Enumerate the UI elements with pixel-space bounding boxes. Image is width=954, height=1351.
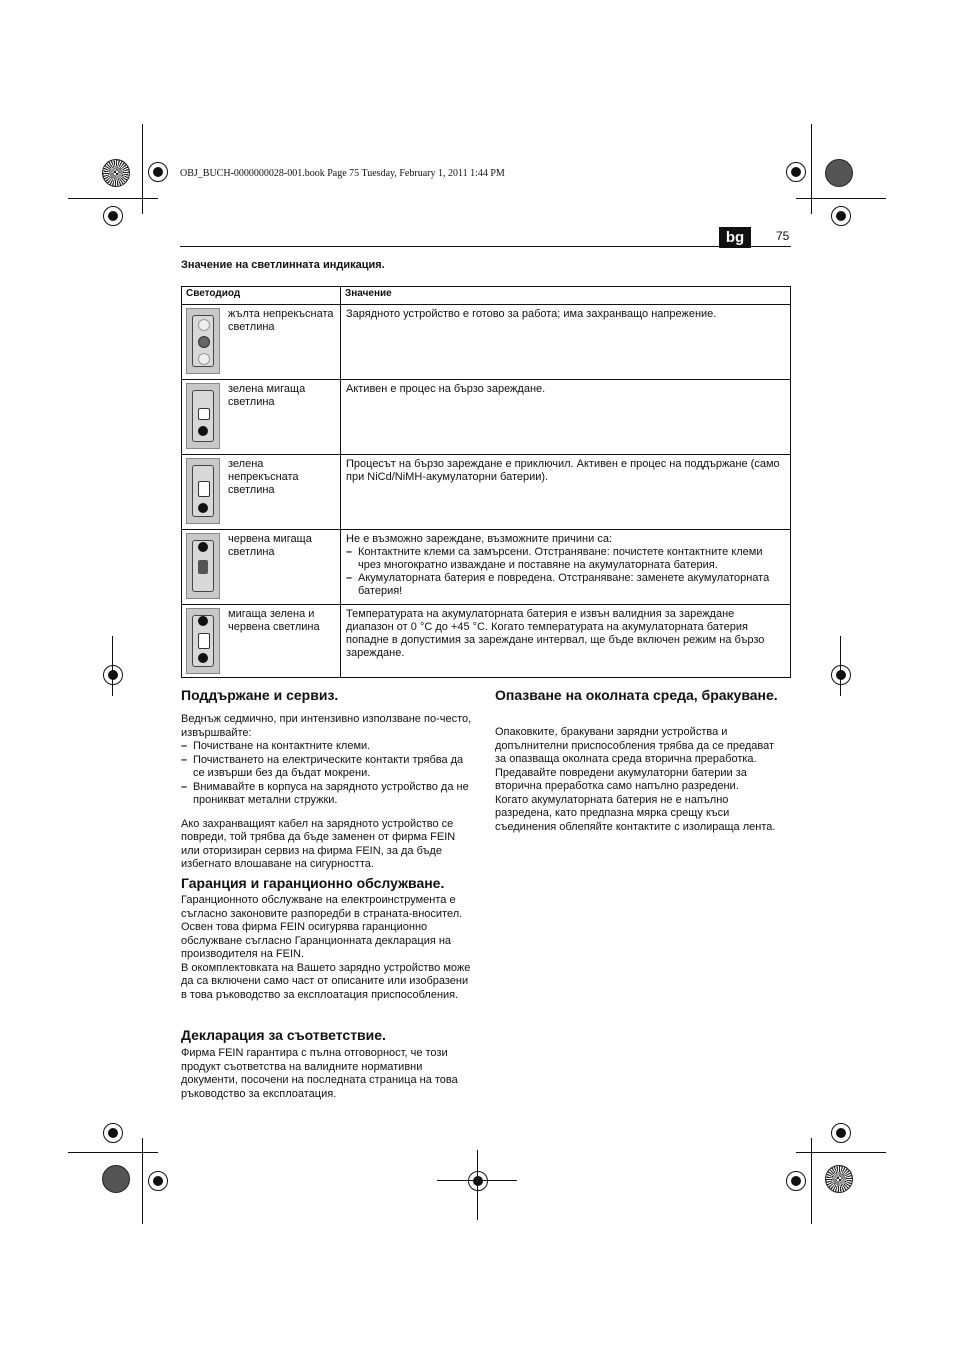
table-row [182,455,791,530]
led-meaning: Зарядното устройство е готово за работа; има захранващо напрежение. [341,305,791,380]
environment-paragraph: Когато акумулаторната батерия не е напълно разредена, като предпазна мярка срещу къси съединения облепяйте контактите с изолираща лента. [495,793,776,833]
maintenance-text: Ако захранващият кабел на зарядното устройство се повреди, той трябва да бъде заменен от фирма FEIN или оторизиран сервиз на фирма FEIN, за да бъде избегнато влошаване на сигурността. [181,817,456,870]
warranty-title: Гаранция и гаранционно обслужване. [181,875,445,891]
led-label: жълта непрекъсната светлина [228,308,334,333]
led-table [181,286,791,678]
warranty-paragraph: В окомплектовката на Вашето зарядно устройство може да са включени само част от описаните или изобразени в това ръководство за експлоатация приспособления. [181,961,471,1001]
crop-mark [811,1138,812,1224]
crop-mark [840,636,841,696]
led-green-blinking-icon [186,383,220,449]
crop-mark [68,1152,158,1153]
table-header-row [182,287,791,305]
crop-mark [811,124,812,214]
language-badge: bg [719,227,751,248]
crosshair-icon [831,1123,851,1143]
list-item: – Почистване на контактните клеми. [181,740,371,752]
page-number: 75 [776,229,790,243]
print-header: OBJ_BUCH-0000000028-001.book Page 75 Tuesday, February 1, 2011 1:44 PM [180,168,505,179]
environment-block [495,726,777,834]
led-yellow-steady-icon [186,308,220,374]
crop-mark [796,1152,886,1153]
crop-mark [796,198,886,199]
environment-paragraph: Опаковките, бракувани зарядни устройства и допълнителни приспособления трябва да се предават за опазваща околната среда вторична преработка. [495,726,775,765]
led-label: мигаща зелена и червена светлина [228,608,320,633]
crosshair-icon [103,1123,123,1143]
led-label: червена мигаща светлина [228,533,312,558]
list-item: – Внимавайте в корпуса на зарядното устройство да не проникват метални стружки. [181,780,469,806]
crop-mark [112,636,113,696]
led-red-blinking-icon [186,533,220,599]
column-header-meaning: Значение [341,287,791,305]
led-meaning: Активен е процес на бързо зареждане. [341,380,791,455]
registration-target-icon [825,159,853,187]
led-green-red-blinking-icon [186,608,220,674]
conformity-title: Декларация за съответствие. [181,1027,386,1043]
table-row [182,305,791,380]
led-meaning: Температурата на акумулаторната батерия е извън валидния за зареждане диапазон от 0 °C до +45 °C. Когато температурата на акумулаторната батерия попадне в допустимия за зареждане интервал, ще бъде включен режим на бързо зареждане. [341,605,791,678]
crosshair-icon [468,1171,488,1191]
crosshair-icon [103,206,123,226]
warranty-paragraph: Гаранционното обслужване на електроинструмента е съгласно законовите разпоредби в страната-вносител. Освен това фирма FEIN осигурява гаранционно обслужване съгласно Гаранционната декларация на производителя на FEIN. [181,894,463,960]
maintenance-intro: Веднъж седмично, при интензивно използване по-често, извършвайте: [181,713,472,739]
crop-mark [142,1138,143,1224]
table-row [182,530,791,605]
led-section-caption: Значение на светлинната индикация. [181,259,385,271]
table-row [182,380,791,455]
led-meaning: Процесът на бързо зареждане е приключил. Активен е процес на поддържане (само при NiCd/NiMH-акумулаторни батерии). [341,455,791,530]
led-meaning: Не е възможно зареждане, възможните причини са: [346,533,612,545]
maintenance-title: Поддържане и сервиз. [181,687,339,703]
list-item: – Почистването на електрическите контакти трябва да се извърши без да бъдат мокрени. [181,753,464,779]
registration-target-icon [825,1165,853,1193]
led-label: зелена мигаща светлина [228,383,306,408]
table-row [182,605,791,678]
led-label: зелена непрекъсната светлина [228,458,299,496]
crosshair-icon [831,665,851,685]
conformity-text: Фирма FEIN гарантира с пълна отговорност, че този продукт съответства на валидните нормативни документи, посочени на последната страница на това ръководство за експлоатация. [181,1047,458,1100]
environment-title: Опазване на околната среда, бракуване. [495,687,778,703]
registration-target-icon [102,1165,130,1193]
crosshair-icon [148,162,168,182]
environment-paragraph: Предавайте повредени акумулаторни батерии за вторична преработка само напълно разредени. [495,766,747,792]
registration-target-icon [102,159,130,187]
crosshair-icon [786,1171,806,1191]
crosshair-icon [103,665,123,685]
crop-mark [142,124,143,214]
crosshair-icon [831,206,851,226]
list-item: – Акумулаторната батерия е повредена. Отстраняване: заменете акумулаторната батерия! [346,572,770,597]
warranty-block [181,894,473,1002]
crosshair-icon [786,162,806,182]
column-header-led: Светодиод [182,287,341,305]
led-green-steady-icon [186,458,220,524]
crosshair-icon [148,1171,168,1191]
header-rule [180,246,791,247]
crop-mark [68,198,158,199]
maintenance-block [181,713,473,872]
crop-mark [477,1150,478,1220]
list-item: – Контактните клеми са замърсени. Отстраняване: почистете контактните клеми чрез многократно изваждане и поставяне на акумулаторната батерия. [346,546,763,571]
